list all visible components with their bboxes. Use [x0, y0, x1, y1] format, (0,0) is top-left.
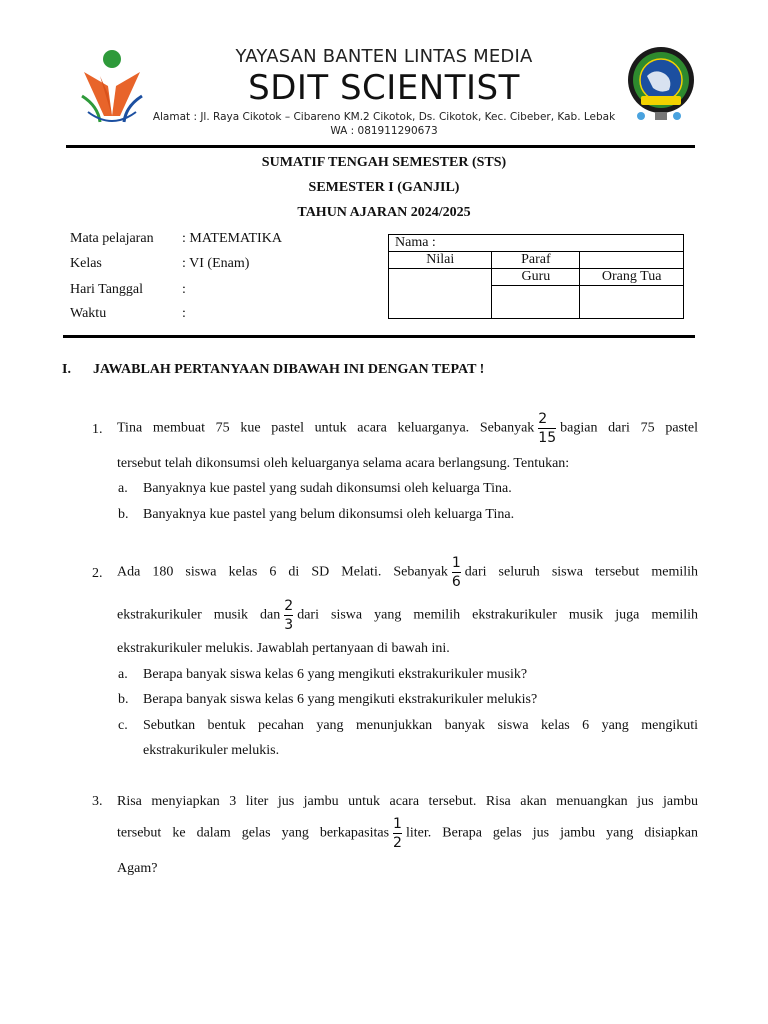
q2-line2 [117, 598, 698, 633]
q2-frac2-den: 3 [284, 617, 294, 633]
q2-line2-text-a: ekstrakurikuler musik dan [117, 607, 281, 623]
q1-line1 [117, 411, 698, 446]
score-box [388, 234, 684, 319]
school-address: Alamat : Jl. Raya Cikotok – Cibareno KM.2 Cikotok, Ds. Cikotok, Kec. Cibeber, Kab. Lebak [152, 111, 616, 123]
q2-frac1-den: 6 [451, 574, 461, 590]
q2-fraction-2 [284, 598, 293, 633]
school-name: SDIT SCIENTIST [248, 68, 520, 108]
subject-label: Mata pelajaran [70, 231, 154, 246]
paraf-header: Paraf [492, 252, 580, 269]
header-divider [66, 145, 695, 148]
time-value: : [182, 306, 186, 321]
q3-line2 [117, 816, 698, 851]
q3-frac-num: 1 [393, 816, 402, 832]
q2c-text-line2: ekstrakurikuler melukis. [143, 743, 280, 758]
q2-frac2-num: 2 [284, 598, 294, 614]
q2-line1-text-a: Ada 180 siswa kelas 6 di SD Melati. Sebanyak [117, 564, 448, 580]
time-label: Waktu [70, 306, 107, 321]
identity-divider [63, 335, 695, 338]
q2-number: 2. [92, 566, 103, 581]
q3-frac-den: 2 [393, 835, 402, 851]
nilai-header: Nilai [389, 252, 492, 269]
q2-fraction-1 [452, 555, 461, 590]
q3-fraction [393, 816, 402, 851]
class-value: : VI (Enam) [182, 256, 250, 271]
q1b-text: Banyaknya kue pastel yang belum dikonsumsi oleh keluarga Tina. [143, 507, 515, 522]
q2a-text: Berapa banyak siswa kelas 6 yang mengikuti ekstrakurikuler musik? [143, 667, 528, 682]
q1a-label: a. [118, 481, 128, 496]
school-whatsapp: WA : 081911290673 [330, 125, 438, 137]
orang-tua-header: Orang Tua [580, 269, 684, 286]
q2-line2-text-b: dari siswa yang memilih ekstrakurikuler musik juga memilih [297, 607, 698, 623]
q1-number: 1. [92, 422, 103, 437]
q2a-label: a. [118, 667, 128, 682]
q1-line1-text-a: Tina membuat 75 kue pastel untuk acara keluarganya. Sebanyak [117, 420, 535, 436]
q3-line2-text-b: liter. Berapa gelas jus jambu yang disiapkan [405, 825, 698, 841]
q1-line2: tersebut telah dikonsumsi oleh keluarganya selama acara berlangsung. Tentukan: [117, 456, 570, 471]
subject-value: : MATEMATIKA [182, 231, 282, 246]
q2-line3: ekstrakurikuler melukis. Jawablah pertanyaan di bawah ini. [117, 641, 450, 656]
q1-frac-num: 2 [538, 411, 548, 427]
exam-title: SUMATIF TENGAH SEMESTER (STS) [261, 155, 507, 170]
date-value: : [182, 282, 186, 297]
q2c-text-line1: Sebutkan bentuk pecahan yang menunjukkan banyak siswa kelas 6 yang mengikuti [143, 718, 698, 733]
guru-sign-cell[interactable] [492, 286, 580, 319]
q1-fraction [538, 411, 556, 446]
date-label: Hari Tanggal [70, 282, 144, 297]
q3-line1: Risa menyiapkan 3 liter jus jambu untuk acara tersebut. Risa akan menuangkan jus jambu [117, 794, 698, 809]
q2-line1 [117, 555, 698, 590]
q2b-label: b. [118, 692, 129, 707]
name-field[interactable]: Nama : [389, 235, 684, 252]
q1b-label: b. [118, 507, 129, 522]
q3-line2-text-a: tersebut ke dalam gelas yang berkapasitas [117, 825, 390, 841]
guru-header: Guru [492, 269, 580, 286]
q1-frac-den: 15 [538, 430, 557, 446]
academic-year-title: TAHUN AJARAN 2024/2025 [297, 205, 471, 220]
q2b-text: Berapa banyak siswa kelas 6 yang mengikuti ekstrakurikuler melukis? [143, 692, 538, 707]
q2-line1-text-b: dari seluruh siswa tersebut memilih [464, 564, 698, 580]
q2-frac1-num: 1 [451, 555, 461, 571]
q2c-label: c. [118, 718, 128, 733]
nilai-cell[interactable] [389, 269, 492, 319]
class-label: Kelas [70, 256, 102, 271]
section-title: JAWABLAH PERTANYAAN DIBAWAH INI DENGAN TEPAT ! [93, 362, 485, 377]
semester-title: SEMESTER I (GANJIL) [308, 180, 460, 195]
q3-line3: Agam? [117, 861, 158, 876]
q1a-text: Banyaknya kue pastel yang sudah dikonsumsi oleh keluarga Tina. [143, 481, 512, 496]
section-number: I. [62, 362, 71, 377]
q1-line1-text-b: bagian dari 75 pastel [560, 420, 698, 436]
paraf-blank [580, 252, 684, 269]
foundation-name: YAYASAN BANTEN LINTAS MEDIA [235, 46, 533, 67]
orang-tua-sign-cell[interactable] [580, 286, 684, 319]
q3-number: 3. [92, 794, 103, 809]
